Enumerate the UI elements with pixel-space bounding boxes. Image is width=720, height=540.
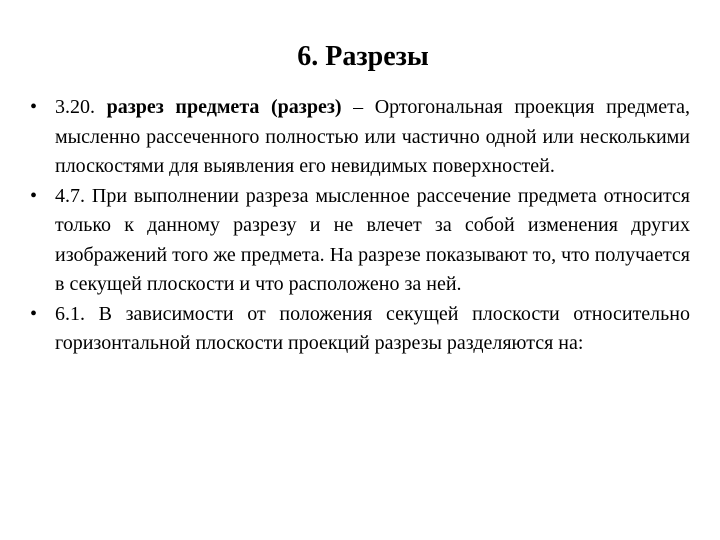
bullet-icon: • — [30, 96, 38, 118]
slide-title: 6. Разрезы — [297, 41, 429, 72]
bullet-list — [30, 93, 690, 359]
rule-text: При выполнении разреза мысленное рассечение предмета относится только к данному разрезу и не влечет за собой изменения других изображений того же предмета. На разрезе показывают то, что получается в секущей плоскости и что расположено за ней. — [55, 184, 690, 295]
bullet-icon: • — [30, 302, 38, 325]
item-number: 6.1. — [55, 302, 85, 325]
bullet-item-classification — [30, 300, 690, 359]
definition-term: разрез предмета (разрез) — [106, 96, 342, 118]
item-number: 3.20. — [55, 96, 95, 118]
item-number: 4.7. — [55, 184, 85, 207]
bullet-item-rule — [30, 182, 690, 300]
bullet-icon: • — [30, 184, 38, 207]
classification-text: В зависимости от положения секущей плоскости относительно горизонтальной плоскости проекций разрезы разделяются на: — [55, 302, 690, 354]
definition-text: – Ортогональная проекция предмета, мысленно рассеченного полностью или частично одной или несколькими плоскостями для выявления его невидимых поверхностей. — [55, 96, 691, 177]
bullet-item-definition — [30, 93, 690, 182]
